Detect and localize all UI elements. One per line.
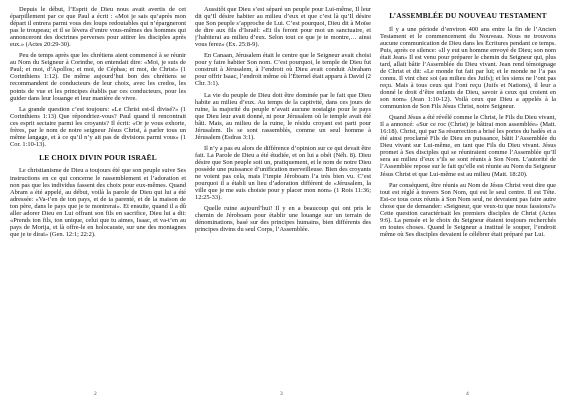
paragraph: Il y a une période d’environ 400 ans entre la fin de l’Ancien Testament et le commencement du Nouveau. Nous ne trouvons aucune communication de Dieu dans les Écritures pendant ce temps. Puis, après ce silence: «Il y eut un homme envoyé de Dieu; son nom était Jean» Il est venu pour préparer le chemin du Seigneur qui, plus tard, allait bâtir l’Assemblée du Dieu vivant. Jean rend témoignage de Christ et dit: «Le monde fut fait par lui; et le monde ne l’a pas connu. Il vint chez soi (au milieu des Juifs); et les siens ne l’ont pas reçu. Mais à tous ceux qui l’ont reçu (Juifs et Nations), il leur a donné le droit d’être enfants de Dieu, savoir à ceux qui croient en son nom» (Jean 1:10-12). Voilà ceux que Dieu a appelés à la communion de Son Fils Jésus Christ, notre Seigneur. — [380, 25, 556, 111]
paragraph: Quelle ruine aujourd’hui! Il y en a beaucoup qui ont pris le chemin de Jéroboam pour établir une louange sur un terrain de dénominations, basé sur des principes humains, bien différents des principes divins du seul Corps, l’Assemblée. — [195, 205, 371, 234]
paragraph: Depuis le début, l’Esprit de Dieu nous avait avertis de cet éparpillement par ce que Paul a écrit : «Moi je sais qu’après mon départ il entrera parmi vous des loups redoutables qui n’épargneront pas le troupeau; et il se lèvera d’entre vous-mêmes des hommes qui annonceront des doctrines perverses pour attirer les disciples après eux.» (Actes 20:29-30). — [10, 6, 186, 49]
paragraph: Aussitôt que Dieu s’est séparé un peuple pour Lui-même, Il leur dit qu’Il désire habiter au milieu d’eux et que c’est là qu’Il désire que Son peuple s’approche de Lui. C’est pourquoi, Dieu dit à Moïse de dire aux fils d’Israël: «Et ils feront pour moi un sanctuaire, et j’habiterai au milieu d’eux. Selon tout ce que je te montre,… ainsi vous ferez» (Ex. 25:8-9). — [195, 6, 371, 49]
paragraph: Il n’y a pas eu alors de différence d’opinion sur ce qui devait être fait. La Parole de Dieu a été étudiée, et on lui a obéi (Néh. 8). Dieu désire que Son peuple soit un, pratiquement, et le nom de notre Dieu possède une puissance d’unification merveilleuse. Bien des croyants ne voient pas cela, mais l’impie Jéroboam l’a très bien vu. C’est pourquoi il a établi un lieu d’adoration différent de «Jérusalem, la ville que je me suis choisie pour y placer mon nom» (1 Rois 11:36; 12:25-33). — [195, 144, 371, 202]
paragraph: La vie du peuple de Dieu doit être dominée par le fait que Dieu habite au milieu d’eux. Au temps de la captivité, dans ces jours de ruine, la majorité du peuple n’avait aucune nostalgie pour le pays que Dieu leur avait donné, ni pour Jérusalem où le temple avait été bâti. Mais, au milieu de la ruine, le résidu croyant est parti pour Jérusalem. Ils se sont rassemblés, comme un seul homme à Jérusalem (Esdras 3:1). — [195, 91, 371, 141]
page-number: 3 — [280, 391, 283, 397]
column-page-2 — [10, 6, 186, 390]
paragraph: Peu de temps après que les chrétiens aient commencé à se réunir au Nom du Seigneur à Corinthe, on entendait dire: «Moi, je suis de Paul; et moi, d’Apollos; et moi, de Céphas; et moi, de Christ» (1 Corinthiens 1:12). De même aujourd’hui bon des chrétiens se recommandent de conducteurs de leur choix, avec les credos, les points de vue et les principes établis par ces conducteurs, pour les guider dans leur louange et leur manière de vivre. — [10, 52, 186, 102]
section-heading: LE CHOIX DIVIN POUR ISRAËL — [39, 152, 157, 162]
section-heading: L’ASSEMBLÉE DU NOUVEAU TESTAMENT — [389, 11, 547, 20]
page-number: 4 — [466, 391, 469, 397]
paragraph: La grande question c’est toujours: «Le Christ est-il divisé?» (1 Corinthiens 1:13) Que répondriez-vous? Paul quand il rencontrait ces esprit sectaire parmi les croyants? Il écrit: «Or je vous exhorte, frères, par le nom de notre seigneur Jésus Christ, à parler tous un même langage, et à ce qu’il n’y ait pas de divisions parmi vous» (1 Cor. 1:10-13). — [10, 105, 186, 148]
column-page-4 — [380, 6, 556, 390]
page-number: 2 — [94, 391, 97, 397]
paragraph: Le christianisme de Dieu a toujours été que son peuple suive Ses instructions en ce qui concerne le rassemblement et l’adoration et non pas que les individus fassent des choix pour eux-mêmes. Quand Abram a été appelé, au début, voilà la parole de Dieu qui lui a été adressée: «Va-t’en de ton pays, et de ta parenté, et de la maison de ton père, dans le pays que je te montrerai». Et ensuite, quand il a dû aller adorer Dieu en Lui offrant son fils en sacrifice, Dieu lui a dit: «Prends ton fils, ton unique, celui que tu aimes, Isaac, et va-t’en au pays de Morija, et là offre-le en holocauste, sur une des montagnes que je te dirai» (Gen. 12:1; 22:2). — [10, 167, 186, 238]
column-page-3 — [195, 6, 371, 390]
paragraph: En Canaan, Jérusalem était le centre que le Seigneur avait choisi pour y faire habiter Son nom. C’est pourquoi, le temple de Dieu fut construit à Jérusalem, à l’endroit où Dieu avait conduit Abraham pour offrir Isaac, l’endroit même où l’Éternel était apparu à David (2 Chr. 3:1). — [195, 52, 371, 88]
paragraph: Quand Jésus a été révélé comme le Christ, le Fils du Dieu vivant, Il a annoncé: «Sur ce roc (Christ) je bâtirai mon assemblée» (Matt. 16:18). Christ, qui par Sa résurrection a brisé les portes du hadès et a été ainsi proclamé Fils de Dieu en puissance, bâtit l’Assemblée du Dieu vivant sur Lui-même, en tant que Fils du Dieu vivant. Jésus promet à Ses disciples qui se réuniraient comme l’Assemblée qu’Il sera au milieu d’eux s’ils se sont réunis à Son Nom. L’autorité de l’Assemblée repose sur le fait qu’elle est réunie au Nom du Seigneur Jésus Christ et que Lui-même est au milieu (Matt. 18:20). — [380, 114, 556, 178]
paragraph: Par conséquent, être réunis au Nom de Jésus Christ veut dire que tout est réglé à travers Son Nom, qui est le seul centre. Il est Tête. Est-ce tous ceux réunis à Son Nom seul, ne devraient pas faire autre chose que de demander: «Seigneur, que veux-tu que nous fassions?» Cette question caractérisait les premiers disciples de Christ (Actes 9:6). La pensée et le choix du Seigneur étaient toujours recherchés en toutes choses. Quand le Seigneur a institué le souper, l’endroit même où Ses disciples devaient le célébrer était préparé par Lui. — [380, 181, 556, 238]
